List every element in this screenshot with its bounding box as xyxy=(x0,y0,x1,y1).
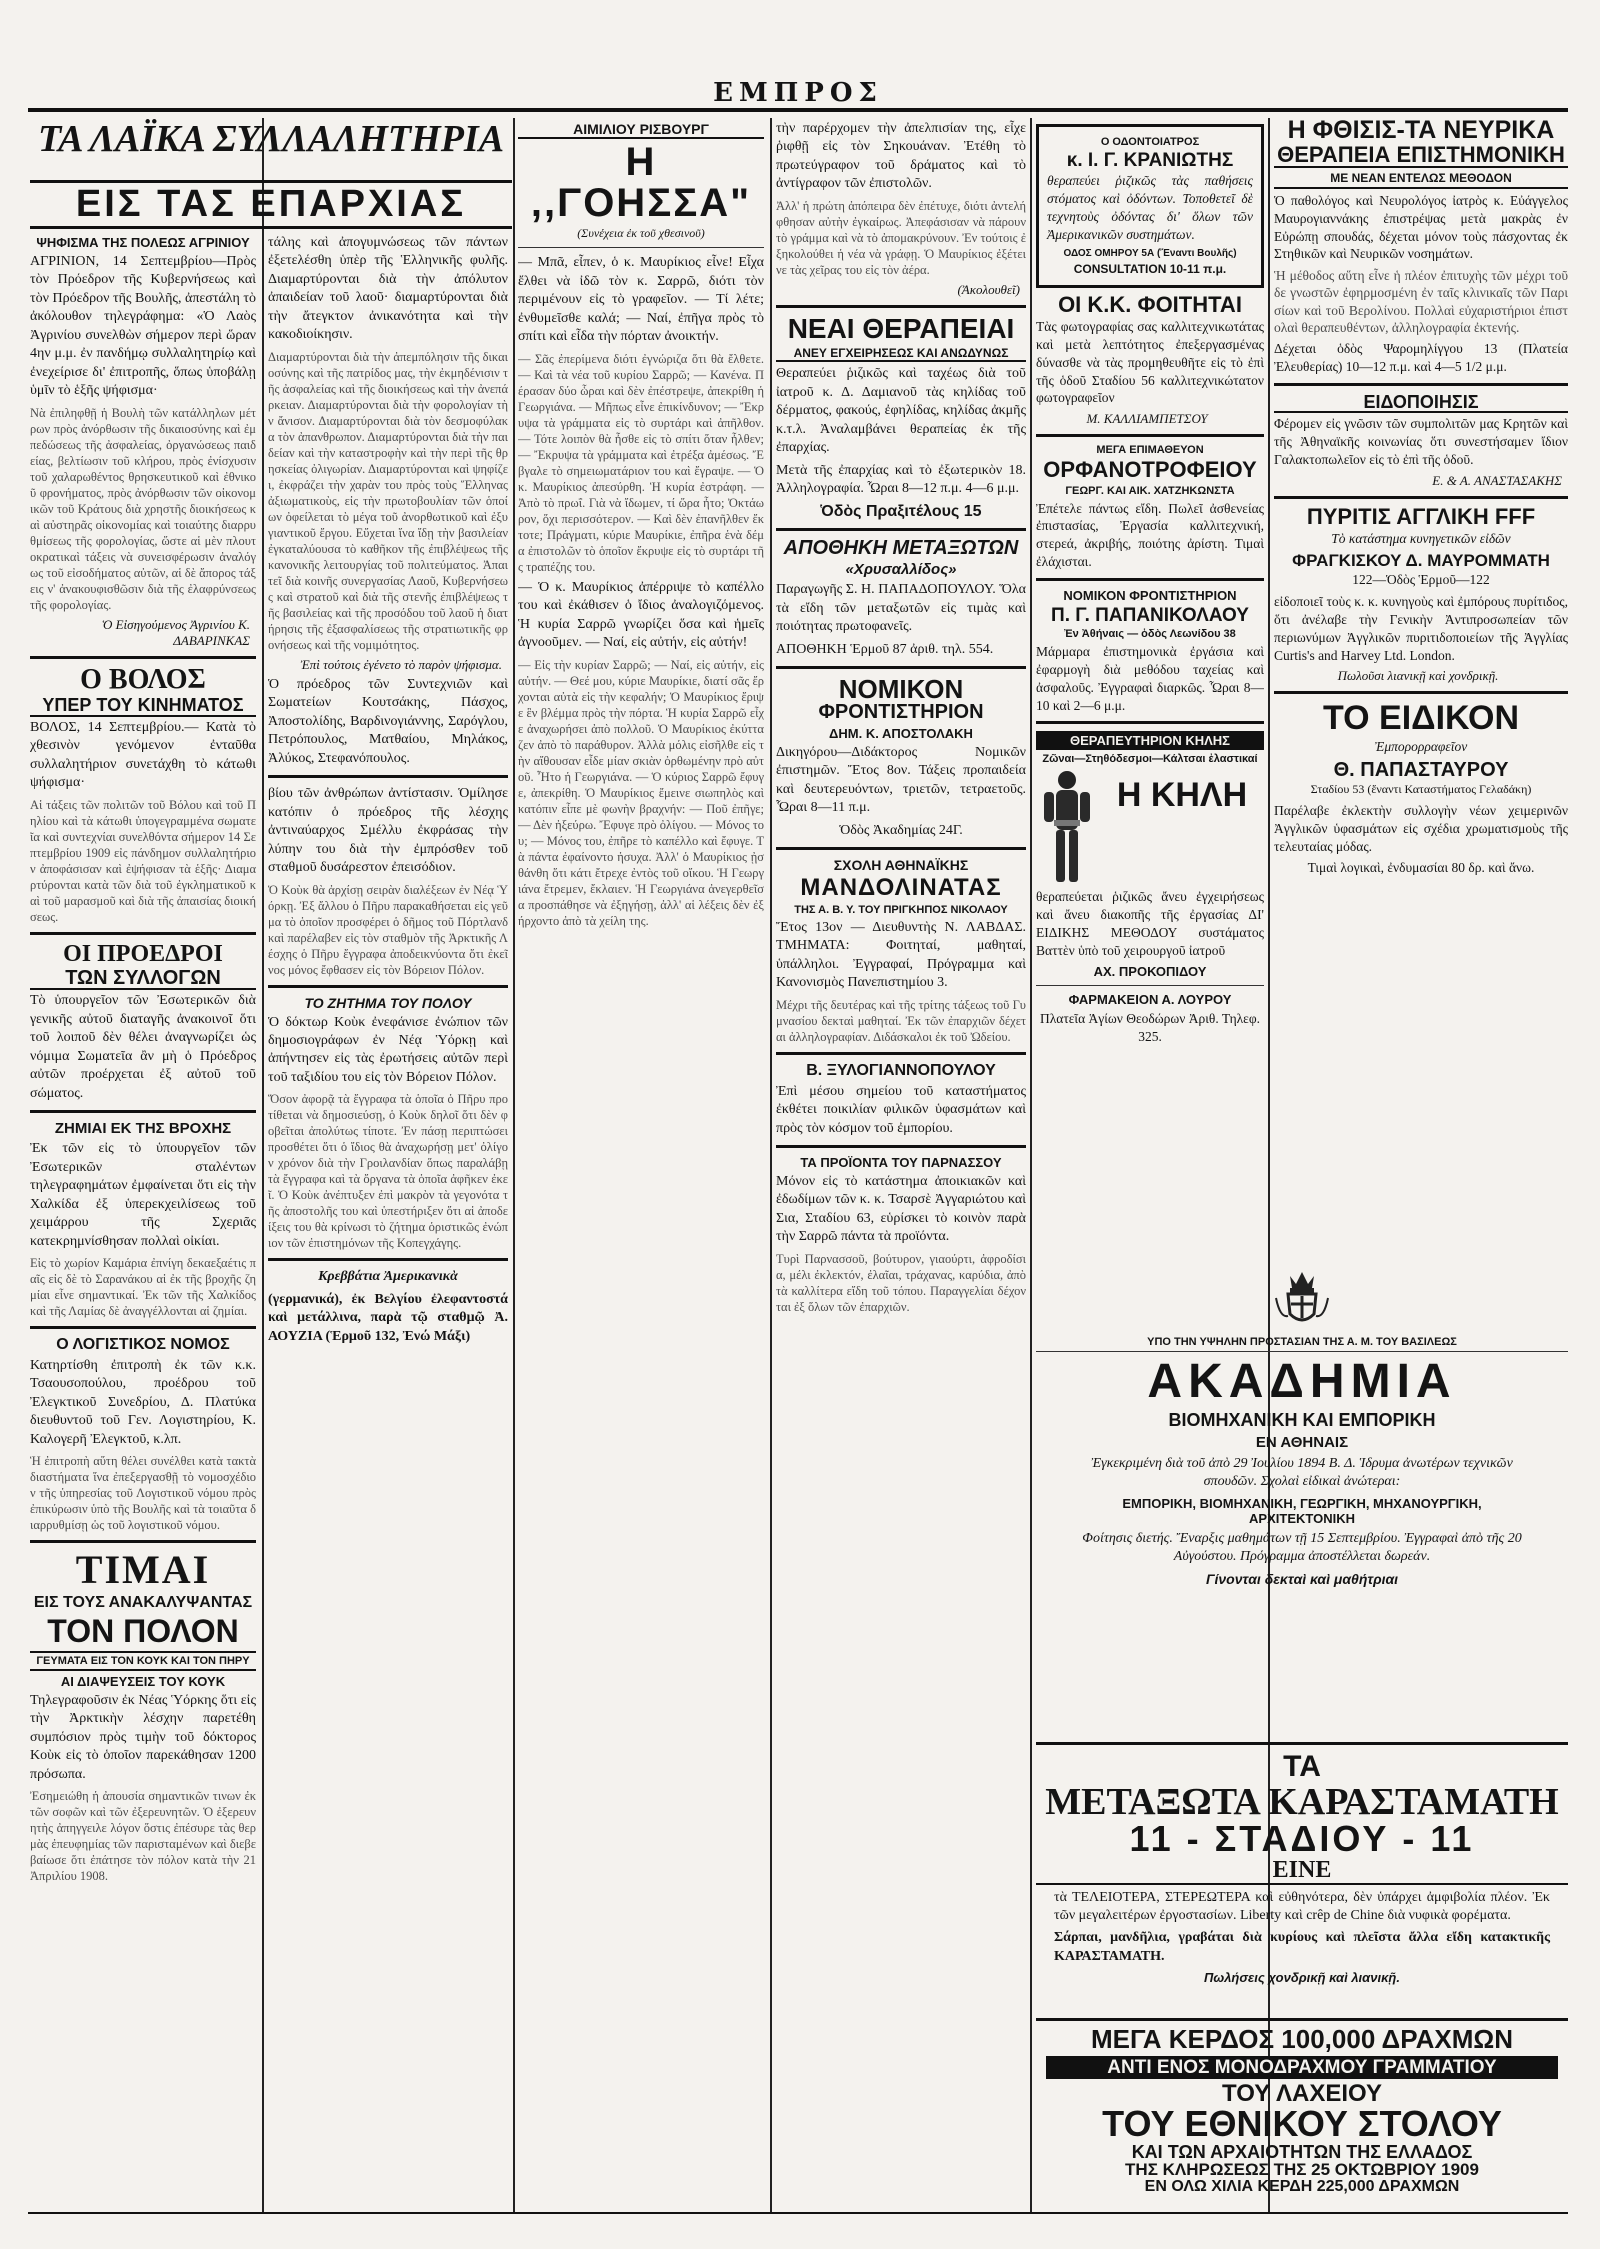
ad-title: ΠΥΡΙΤΙΣ ΑΓΓΛΙΚΗ FFF xyxy=(1306,503,1536,529)
ad-title: ΟΙ Κ.Κ. ΦΟΙΤΗΤΑΙ xyxy=(1058,291,1242,317)
section-rule xyxy=(1036,985,1264,986)
ad-address: Δέχεται ὁδὸς Ψαρομηλίγγου 13 (Πλατεία Ἐλευθερίας) 10—12 π.μ. καὶ 4—5 1/2 μ.μ. xyxy=(1274,341,1568,375)
ad-body: (γερμανικά), ἐκ Βελγίου ἐλεφαντοστά καὶ μετάλλινα, παρὰ τῷ σταθμῷ Ἀ. ΑΟΥΖΙΑ (Ἑρμοῦ 132, Ἐνώ Μάξι) xyxy=(268,1291,508,1344)
ad-title: ΤΟ ΕΙΔΙΚΟΝ xyxy=(1322,699,1520,738)
ad-title: Κρεββάτια Ἀμερικανικὰ xyxy=(318,1269,458,1285)
article-subtitle-3: ΑΙ ΔΙΑΨΕΥΣΕΙΣ ΤΟΥ ΚΟΥΚ xyxy=(60,1673,226,1689)
ad-title-2: ΦΡΑΓΚΙΣΚΟΥ Δ. ΜΑΥΡΟΜΜΑΤΗ xyxy=(1292,550,1550,570)
man-figure-icon xyxy=(1036,768,1098,886)
ad-body: Δικηγόρου—Διδάκτορος Νομικῶν ἐπιστημῶν. Ἔτος 8ον. Τάξεις προπαιδεία καὶ δευτερευόντων, τριετῶν, τετραετοῦς. Ὧραι 8—11 π.μ. xyxy=(776,744,1026,816)
ad-title-4: ΚΑΙ ΤΩΝ ΑΡΧΑΙΟΤΗΤΩΝ ΤΗΣ ΕΛΛΑΔΟΣ xyxy=(1131,2142,1473,2163)
ad-body: Μάρμαρα ἐπιστημονικὰ ἐργάσια καὶ ἐφαρμογὴ διὰ μεθόδου ταχείας καὶ ἀσφαλοῦς. Ἐγγραφαὶ διαρκῶς. Ὧραι 8—10 καὶ 2—6 μ.μ. xyxy=(1036,644,1264,713)
ad-title-3: ΔΗΜ. Κ. ΑΠΟΣΤΟΛΑΚΗ xyxy=(829,725,973,741)
section-rule xyxy=(776,847,1026,850)
ad-subtitle-2: ΓΕΩΡΓ. ΚΑΙ ΑΙΚ. ΧΑΤΖΗΚΩΝΣΤΑ xyxy=(1065,484,1235,497)
ad-title: ΤΑ ΠΡΟΪΟΝΤΑ ΤΟΥ ΠΑΡΝΑΣΣΟΥ xyxy=(800,1154,1002,1170)
text-filler: Ὅσον ἀφορᾷ τὰ ἔγγραφα τὰ ὁποῖα ὁ Πῆρυ προτίθεται νὰ δημοσιεύσῃ, ὁ Κοὺκ δηλοῖ ὅτι δὲν φοβεῖται ἀπολύτως τίποτε. Ἐν πάσῃ περιπτώσει προσθέτει ὅτι ὁ ἴδιος θὰ ἀναχωρήσῃ μετ' ὀλίγον χρόνον διὰ τὴν Γροιλανδίαν ὅπως παραλάβῃ τὰ ἔγγραφα καὶ τὰ ὄργανα τὰ ὁποῖα ἀφῆκεν ἐκεῖ. Ὁ Κοὺκ ἀνέπτυξεν ἐπὶ μακρὸν τὰ γεγονότα τῆς ἀποστολῆς του καὶ ὑπεστήριξεν ὅτι αἱ ἀποδείξεις του θὰ κρίνωσι τὸ ζήτημα ὁριστικῶς ἐνώπιον τῶν ἐπιστημόνων τῆς Κοπεγχάγης. xyxy=(268,1092,508,1251)
section-rule xyxy=(1036,578,1264,581)
ad-title: Η ΦΘΙΣΙΣ-ΤΑ ΝΕΥΡΙΚΑ xyxy=(1287,118,1555,144)
ad-body: τὰ ΤΕΛΕΙΟΤΕΡΑ, ΣΤΕΡΕΩΤΕΡΑ καὶ εὐθηνότερα, δὲν ὑπάρχει ἀμφιβολία πλέον. Ἐκ τῶν μεγαλειτέρων ἐργοστασίων. Liberty καὶ crêp de Chine διὰ νυφικὰ φορέματα. xyxy=(1054,1889,1550,1923)
ad-title-3: ΤΟΥ ΕΘΝΙΚΟΥ ΣΤΟΛΟΥ xyxy=(1102,2103,1502,2145)
text-filler: Ἡ ἐπιτροπὴ αὕτη θέλει συνέλθει κατὰ τακτὰ διαστήματα ἵνα ἐπεξεργασθῇ τὸ νομοσχέδιον τῆς ὑπηρεσίας τοῦ Λογιστικοῦ νόμου πρὸς ἐπικύρωσιν ὑπὸ τῆς Βουλῆς καὶ τὰ τοιαῦτα διαρρυθμίσῃ ὡς τοῦ λογιστικοῦ νόμου. xyxy=(30,1454,256,1533)
section-rule xyxy=(518,247,764,248)
article-subtitle: ΤΩΝ ΣΥΛΛΟΓΩΝ xyxy=(30,968,256,990)
ad-title-2: ΘΕΡΑΠΕΙΑ ΕΠΙΣΤΗΜΟΝΙΚΗ xyxy=(1274,144,1568,168)
silks-ad xyxy=(1036,1752,1568,2012)
lottery-ad xyxy=(1036,2026,1568,2214)
ad-title-2: ΜΕΤΑΞΩΤΑ ΚΑΡΑΣΤΑΜΑΤΗ xyxy=(1045,1780,1559,1823)
section-rule xyxy=(1036,1742,1568,1745)
section-rule xyxy=(1274,496,1568,499)
section-rule xyxy=(30,1540,256,1543)
feuilleton-author: ΑΙΜΙΛΙΟΥ ΡΙΣΒΟΥΡΓ xyxy=(518,121,764,139)
ad-hours: CONSULTATION 10-11 π.μ. xyxy=(1073,261,1227,276)
ad-body: Μόνον εἰς τὸ κατάστημα ἀποικιακῶν καὶ ἐδωδίμων τῶν κ. κ. Τσαρσὲ Ἀγγαριώτου καὶ Σια, Σταδίου 63, εὑρίσκει τὸ κοινὸν παρὰ τὴν Σαρρῶ πάντα τὰ προϊόντα. xyxy=(776,1173,1026,1245)
text-filler: Ὁ Κοὺκ θὰ ἀρχίσῃ σειρὰν διαλέξεων ἐν Νέᾳ Ὑόρκῃ. Ἐξ ἄλλου ὁ Πῆρυ παρακαθήσεται εἰς γεῦμα τὸ ὁποῖον προσφέρει ὁ δῆμος τοῦ Πόρτλανδ καὶ παρέλαβεν εἰς τὸν σταθμὸν τῆς Ἀρκτικῆς Λέσχης ὁ Πῆρυ ἔγγραφα ἀποδεικνύοντα ὅτι ἐκεῖνος μόνος ἔφθασεν εἰς τὸν Βόρειον Πόλον. xyxy=(268,882,508,977)
feuilleton-continued: (Ἀκολουθεῖ) xyxy=(957,281,1020,297)
text-filler: Αἱ τάξεις τῶν πολιτῶν τοῦ Βόλου καὶ τοῦ Πηλίου καὶ τὰ κάτωθι ὑπογεγραμμένα σωματεῖα καὶ συντεχνίαι συνελθόντα σήμερον 14 Σεπτεμβρίου 1909 εἰς πάνδημον συλλαλητήριον ἀποφάσισαν καὶ ἐψήφισαν τὰ ἑξῆς· Διαμαρτύρονται κατὰ τῶν διὰ τοῦ ἐγκληματικοῦ καὶ τοῦ μαρασμοῦ καὶ διὰ τῆς ἀπαισίας διοικήσεως. xyxy=(30,797,256,924)
article-body: ΒΟΛΟΣ, 14 Σεπτεμβρίου.— Κατὰ τὸ χθεσινὸν γενόμενον ἐνταῦθα συλλαλητήριον συνετάχθη τὸ κάτωθι ψήφισμα· xyxy=(30,719,256,791)
column-2 xyxy=(268,232,508,2212)
feuilleton-body: — Ὁ κ. Μαυρίκιος ἀπέρριψε τὸ καπέλλο του καὶ ἐκάθισεν ὁ ἴδιος ἀναλογιζόμενος. Ἡ κυρία Σαρρῶ γνωρίζει ὅσα καὶ ἡμεῖς ἀγνοοῦμεν. — Ναί, εἰς αὐτήν, εἰς αὐτήν! xyxy=(518,579,764,651)
ad-title: ΤΑ xyxy=(1283,1752,1321,1783)
article-body: Τηλεγραφοῦσιν ἐκ Νέας Ὑόρκης ὅτι εἰς τὴν Ἀρκτικὴν λέσχην παρετέθη συμπόσιον πρὸς τιμὴν τοῦ δόκτορος Κοὺκ εἰς τὸ ὁποῖον παρεκάθησαν 1200 πρόσωπα. xyxy=(30,1692,256,1782)
headline-rallies xyxy=(30,118,512,188)
ad-address: 122—Ὁδὸς Ἑρμοῦ—122 xyxy=(1352,572,1490,588)
section-rule xyxy=(1036,2018,1568,2021)
ad-title: ΝΕΑΙ ΘΕΡΑΠΕΙΑΙ xyxy=(787,312,1015,344)
column-5 xyxy=(1036,118,1264,1258)
ad-body: θεραπεύεται ῥιζικῶς ἄνευ ἐγχειρήσεως καὶ ἄνευ διακοπῆς τῆς ἐργασίας ΔΙ' ΕΙΔΙΚΗΣ ΜΕΘΟΔΟΥ συστάματος Βαττὲν ὑπὸ τοῦ χειρουργοῦ ἰατροῦ xyxy=(1036,889,1264,958)
ad-signature: Πωλήσεις χονδρικῇ καὶ λιανικῇ. xyxy=(1204,1970,1400,1986)
article-body: τάλης καὶ ἀπογυμνώσεως τῶν πάντων ἐξετελέσθη ὑπὲρ τῆς Ἑλληνικῆς φυλῆς. Διαμαρτύρονται διὰ τὴν ἀπόλυτον ἀπαιδείαν τοῦ λαοῦ· διαμαρτύρονται διὰ τὴν ἄτεγκτον ἀνικανότητα καὶ τὴν κακοδιοίκησιν. xyxy=(268,235,508,343)
text-filler: Ἡ μέθοδος αὕτη εἶνε ἡ πλέον ἐπιτυχὴς τῶν μέχρι τοῦδε γνωστῶν ἐφηρμοσμένη ἐν ταῖς κλινικαῖς τῶν Παρισίων καὶ τοῦ Βερολίνου. Πολλαὶ εὐχαριστήριοι ἐπιστολαὶ θεραπευθέντων, ἀλληλογραφία ἐκτενής. xyxy=(1274,268,1568,335)
feuilleton-title: Η ,,ΓΟΗΣΣΑ" xyxy=(530,140,752,225)
academy-ad xyxy=(1036,1262,1568,1732)
article-subtitle: ΕΙΣ ΤΟΥΣ ΑΝΑΚΑΛΥΨΑΝΤΑΣ xyxy=(33,1594,253,1612)
ad-title: ΑΚΑΔΗΜΙΑ xyxy=(1147,1355,1457,1408)
article-title: ΖΗΜΙΑΙ ΕΚ ΤΗΣ ΒΡΟΧΗΣ xyxy=(54,1120,232,1138)
headline-title-2: ΕΙΣ ΤΑΣ ΕΠΑΡΧΙΑΣ xyxy=(30,180,512,229)
ad-body: Παρέλαβε ἐκλεκτὴν συλλογὴν νέων χειμερινῶν Ἀγγλικῶν ὑφασμάτων εἰς σχέδια χρωματισμοὺς τῆς τελευταίας μόδας. xyxy=(1274,803,1568,854)
article-title: Ο ΛΟΓΙΣΤΙΚΟΣ ΝΟΜΟΣ xyxy=(56,1336,230,1354)
article-signature: Ὁ Εἰσηγούμενος Ἀγρινίου Κ. ΔΑΒΑΡΙΝΚΑΣ xyxy=(101,616,250,648)
article-title: ΤΟ ΖΗΤΗΜΑ ΤΟΥ ΠΟΛΟΥ xyxy=(304,994,472,1011)
ad-subtitle: Ἐμπορορραφεῖον xyxy=(1374,738,1468,754)
ad-body: Ὁ παθολόγος καὶ Νευρολόγος ἰατρὸς κ. Εὐάγγελος Μαυρογιαννάκης ἐπιστρέψας μετὰ μακρὰς ἐν Εὐρώπῃ σπουδάς, δέχεται μόνον τοὺς πάσχοντας ἐκ Στηθικῶν καὶ Νευρικῶν νοσημάτων. xyxy=(1274,192,1568,262)
column-separator xyxy=(1030,118,1032,2213)
section-rule xyxy=(1274,383,1568,386)
ad-title-2: ΜΑΝΔΟΛΙΝΑΤΑΣ xyxy=(800,874,1002,902)
section-rule xyxy=(30,932,256,935)
ad-title-4: ΕΙΝΕ xyxy=(1036,1858,1568,1884)
ad-subtitle: ΑΝΕΥ ΕΓΧΕΙΡΗΣΕΩΣ ΚΑΙ ΑΝΩΔΥΝΩΣ xyxy=(776,346,1026,362)
ad-signature: Πωλοῦσι λιανικῇ καὶ χονδρικῇ. xyxy=(1337,668,1499,684)
feuilleton-body: τὴν παρέρχομεν τὴν ἀπελπισίαν της, εἶχε ῥιφθῇ εἰς τὸν Σηκουάναν. Ἐτέθη τὸ πρωτεύγραφον τοῦ δράματος καὶ τὸ ἀντίγραφον τῶν ἐπιστολῶν. xyxy=(776,121,1026,192)
ad-title-2: ΦΡΟΝΤΙΣΤΗΡΙΟΝ xyxy=(818,701,984,724)
column-separator xyxy=(262,118,264,2213)
ad-title: ΕΙΔΟΠΟΙΗΣΙΣ xyxy=(1274,393,1568,413)
section-rule xyxy=(1274,691,1568,694)
article-body: ΑΓΡΙΝΙΟΝ, 14 Σεπτεμβρίου—Πρὸς τὸν Πρόεδρον τῆς Κυβερνήσεως καὶ τὸν Πρόεδρον τῆς Βουλῆς, ἀπεστάλη τὸ ἀκόλουθον τηλεγράφημα: «Ὁ Λαὸς Ἀγρινίου συνελθὼν σήμερον περὶ ὥραν 4ην μ.μ. ἐν πανδήμῳ συλλαλητηρίῳ καὶ ἐνεχείρισε δι' ἐπιτροπῆς, ὅπως ὑποβάλῃ ὑμῖν τὸ ἑξῆς ψήφισμα· xyxy=(30,254,256,399)
text-filler: Ἀλλ' ἡ πρώτη ἀπόπειρα δὲν ἐπέτυχε, διότι ἀντελήφθησαν αὐτὴν ἐγκαίρως. Ἀπεφάσισαν νὰ πάρουν τὸ γράμμα καὶ νὰ τὸ ἀπομακρύνουν. Ἐν τούτοις ἐξηκολούθει ἡ νέα νὰ γράφῃ. Ὁ Μαυρίκιος ἐξέτεινε τὰς χεῖρας του εἰς τὸν ἀέρα. xyxy=(776,198,1026,277)
ad-title: ΟΡΦΑΝΟΤΡΟΦΕΙΟΥ xyxy=(1043,457,1257,483)
text-filler: — Σᾶς ἐπερίμενα διότι ἐγνώριζα ὅτι θὰ ἔλθετε. — Καὶ τὰ νέα τοῦ κυρίου Σαρρῶ; — Κανένα. Πέρασαν δύο ὧραι καὶ δὲν ἐπέστρεψε, ἀπεκρίθη ἡ Γεωργιάνα. — Μῆπως εἶνε ἐπικίνδυνον; — Ἔκρυψα τὰ γράμματα εἰς τὸ συρτάρι καὶ ἀπῆλθον. — Τότε λοιπὸν θὰ ἦσθε εἰς τὸ σπίτι ὅταν ἦλθεν; — Ἔκρυψα τὰ γράμματα καὶ ἐτρέξα ἀμέσως. Ἔβγαλε τὸ σημειωματάριον του καὶ ἔγραψε. — Ὁ κ. Μαυρίκιος ἀπεσύρθη. Ἡ κυρία ἐστράφη. — Ἀπὸ τὸ πρωΐ. Γιὰ νὰ ἴδωμεν, τί ὥρα ἦτο; Ὀκτάωρον, ὅχι περισσότερον. — Καὶ δὲν ἐπανῆλθεν ἔκτοτε; Πράγματι, κύριε Μαυρίκιε, ἐπῆρα ἑνὰ δέμα ἐπιστολῶν τὸ ὁποῖον ἔκρυψε εἰς τὸ συρτάρι τῆς τραπέζης του. xyxy=(518,351,764,574)
section-rule xyxy=(268,985,508,988)
ad-body: Θεραπεύει ῥιζικῶς καὶ ταχέως διὰ τοῦ ἰατροῦ κ. Δ. Δαμιανοῦ τὰς κηλίδας τοῦ δέρματος, φακούς, ἐφηλίδας, κηλίδας ἀκμῆς κ.τ.λ. Ἀναλαμβάνει θεραπείας ἐκ τῆς ἐπαρχίας. xyxy=(776,366,1026,456)
ad-title-2: Π. Γ. ΠΑΠΑΝΙΚΟΛΑΟΥ xyxy=(1051,604,1249,626)
ad-address: Σταδίου 53 (ἔναντι Καταστήματος Γελαδάκη) xyxy=(1310,782,1532,797)
headline-title: ΤΑ ΛΑΪΚΑ ΣΥΛΛΑΛΗΤΗΡΙΑ xyxy=(37,118,505,160)
section-rule xyxy=(776,1052,1026,1055)
ad-title: ΦΑΡΜΑΚΕΙΟΝ Α. ΛΟΥΡΟΥ xyxy=(1068,991,1232,1007)
ad-title-5: ΤΗΣ ΚΛΗΡΩΣΕΩΣ ΤΗΣ 25 ΟΚΤΩΒΡΙΟΥ 1909 xyxy=(1125,2160,1479,2180)
column-4 xyxy=(776,118,1026,2213)
ad-body: εἰδοποιεῖ τοὺς κ. κ. κυνηγοὺς καὶ ἐμπόρους πυρίτιδος, ὅτι ἀνέλαβε τὴν Γενικὴν Ἀντιπροσωπείαν τῶν περιωνύμων Ἀγγλικῶν πυριτιδοποιείων τῆς Ἀγγλίας Curtis's and Harvey Ltd. London. xyxy=(1274,594,1568,663)
ad-schools: ΕΜΠΟΡΙΚΗ, ΒΙΟΜΗΧΑΝΙΚΗ, ΓΕΩΡΓΙΚΗ, ΜΗΧΑΝΟΥΡΓΙΚΗ, ΑΡΧΙΤΕΚΤΟΝΙΚΗ xyxy=(1122,1495,1482,1526)
ad-title: ΜΕΓΑ ΚΕΡΔΟΣ 100,000 ΔΡΑΧΜΩΝ xyxy=(1090,2026,1514,2054)
ad-body: Πλατεῖα Ἁγίων Θεοδώρων Ἀριθ. Τηλεφ. 325. xyxy=(1039,1010,1261,1044)
ad-subtitle: ΥΠΟ ΤΗΝ ΥΨΗΛΗΝ ΠΡΟΣΤΑΣΙΑΝ ΤΗΣ Α. Μ. ΤΟΥ ΒΑΣΙΛΕΩΣ xyxy=(1036,1336,1568,1352)
ad-title-2: «Χρυσαλλίδος» xyxy=(845,561,957,579)
feuilleton-body: — Μπᾶ, εἶπεν, ὁ κ. Μαυρίκιος εἶνε! Εἶχα ἔλθει νὰ ἰδῶ τὸν κ. Σαρρῶ, διότι τὸν περιμένουν εἰς τὸ γραφεῖον. — Τί λέτε; ἐνθυμεῖσθε καλά; — Ναί, ἐπῆγα πρὸς τὸ σπίτι καὶ εἶδα τὴν πόρταν ἀνοικτήν. xyxy=(518,255,764,345)
hernia-ad-illustration-row xyxy=(1036,768,1264,886)
text-filler: Ἐσημειώθη ἡ ἀπουσία σημαντικῶν τινων ἐκ τῶν σοφῶν καὶ τῶν ἐξερευνητῶν. Ὁ ἐξερευνητὴς ἀπηγγειλε λόγον ὅστις ἐπέσυρε τὰς θερμὰς ἐπευφημίας τῶν παρισταμένων καὶ διεβεβαίωσε ὅτι ἐπάτησε τὸν πόλον κατὰ τὴν 21 Ἀπριλίου 1908. xyxy=(30,1789,256,1884)
article-title: ΤΙΜΑΙ xyxy=(75,1547,211,1593)
ad-title: ΝΟΜΙΚΟΝ ΦΡΟΝΤΙΣΤΗΡΙΟΝ xyxy=(1063,587,1237,603)
section-rule xyxy=(1036,721,1264,724)
ad-body: Παραγωγῆς Σ. Η. ΠΑΠΑΔΟΠΟΥΛΟΥ. Ὅλα τὰ εἴδη τῶν μεταξωτῶν εἰς τιμὰς καὶ ποιότητας πρωτοφανεῖς. xyxy=(776,582,1026,635)
ad-title: ΣΧΟΛΗ ΑΘΗΝΑΪΚΗΣ xyxy=(833,857,969,874)
ad-title-6: ΕΝ ΟΛΩ ΧΙΛΙΑ ΚΕΡΔΗ 225,000 ΔΡΑΧΜΩΝ xyxy=(1144,2177,1460,2195)
ad-title-2: κ. Ι. Γ. ΚΡΑΝΙΩΤΗΣ xyxy=(1066,150,1234,171)
ad-hours: Μετὰ τῆς ἐπαρχίας καὶ τὸ ἐξωτερικὸν 18. Ἀλληλογραφία. Ὧραι 8—12 π.μ. 4—6 μ.μ. xyxy=(776,462,1026,497)
article-body: Ἐκ τῶν εἰς τὸ ὑπουργεῖον τῶν Ἐσωτερικῶν σταλέντων τηλεγραφημάτων ἐμφαίνεται ὅτι εἰς τὴν Χαλκίδα ἐξ ὑπερεκχειλίσεως τοῦ χειμάρρου τῆς Σχεριᾶς κατεκρημνίσθησαν πολλαὶ οἰκίαι. xyxy=(30,1141,256,1249)
section-rule xyxy=(776,1145,1026,1148)
ad-body: Τὰς φωτογραφίας σας καλλιτεχνικωτάτας καὶ μετὰ λεπτότητος ἐπεξεργασμένας δύνασθε νὰ τὰς προμηθευθῆτε εἰς τὸ ἐπὶ τῆς ὁδοῦ Σταδίου 56 καλλιτεχνικώτατον φωτογραφεῖον xyxy=(1036,319,1264,406)
article-title: ΟΙ ΠΡΟΕΔΡΟΙ xyxy=(63,940,223,967)
ad-subtitle: ΜΕΓΑ ΕΠΙΜΑΘΕΥΟΝ xyxy=(1096,444,1204,457)
ad-title: Β. ΞΥΛΟΓΙΑΝΝΟΠΟΥΛΟΥ xyxy=(806,1061,996,1079)
column-separator xyxy=(770,118,772,2213)
ad-subtitle: ΜΕ ΝΕΑΝ ΕΝΤΕΛΩΣ ΜΕΘΟΔΟΝ xyxy=(1274,171,1568,189)
ad-title-2: Η ΚΗΛΗ xyxy=(1116,776,1248,815)
ad-subtitle: ΑΝΤΙ ΕΝΟΣ ΜΟΝΟΔΡΑΧΜΟΥ ΓΡΑΜΜΑΤΙΟΥ xyxy=(1046,2056,1558,2079)
column-6 xyxy=(1274,118,1568,1258)
column-3 xyxy=(518,118,764,2213)
ad-title-2: ΒΙΟΜΗΧΑΝΙΚΗ ΚΑΙ ΕΜΠΟΡΙΚΗ xyxy=(1168,1409,1436,1430)
ad-address: ΟΔΟΣ ΟΜΗΡΟΥ 5Α (Ἔναντι Βουλῆς) xyxy=(1063,247,1237,259)
text-filler: Εἰς τὸ χωρίον Καμάρια ἐπνίγη δεκαεξαέτις παῖς εἰς δὲ τὸ Σαρανάκου αἱ ἐκ τῆς βροχῆς ζημίαι εἶνε σημαντικαί. Ἐκ τῶν τῆς Χαλκίδος καὶ τῆς Λαμίας δὲ ἀναγγέλλονται αἱ ζημίαι. xyxy=(30,1256,256,1319)
column-1 xyxy=(30,232,256,2212)
text-filler: — Εἰς τὴν κυρίαν Σαρρῶ; — Ναί, εἰς αὐτήν, εἰς αὐτήν. — Θεέ μου, κύριε Μαυρίκιε, διατί σᾶς ἔρχονται αὐτὰ εἰς τὴν κεφαλήν; Ὁ Μαυρίκιος ἔριψε ἓν βλέμμα πρὸς τὴν πόρτα. Ἡ κυρία Σαρρῶ εἶχε ἀναχωρήσει ἀπὸ πολλοῦ. Ὁ Μαυρίκιος ἐκύτταζεν ἀπὸ τὸ παράθυρον. Ἀλλὰ μόλις εἰσῆλθε εἰς τὴν αἴθουσαν εἶδε μίαν σκιὰν ὀρθωμένην πρὸ αὐτοῦ. Ἦτο ἡ Γεωργιάνα. — Ὁ κύριος Σαρρῶ ἔφυγε, ἀπεκρίθη. Ὁ Μαυρίκιος ἔμεινε σιωπηλὸς καὶ κατόπιν εἶπε μὲ φωνὴν βραχνήν: — Ποῦ ἐπῆγε; — Δὲν ἠξεύρω. Ἔφυγε πρὸ ὀλίγου. — Μόνος του; — Μόνος του, ἐπῆρε τὸ καπέλλο καὶ ἔφυγε. Τὰ πάντα ἐφαίνοντο ἡσυχα. Ἀλλ' ὁ Μαυρίκιος ᾐσθάνθη ὅτι κάτι ἔτρεχε ἐντὸς τοῦ οἴκου. Ἡ Γεωργιάνα ἔτρεμεν, ἔκλαιεν. Ἡ Γεωργιάνα ἀνεγερθεῖσα προσπάθησε νὰ ἐξηγήσῃ, ἀλλ' αἱ λέξεις δὲν ἐξήρχοντο ἀπὸ τὰ χείλη της. xyxy=(518,657,764,928)
ad-subtitle: ΤΗΣ Α. Β. Υ. ΤΟΥ ΠΡΙΓΚΗΠΟΣ ΝΙΚΟΛΑΟΥ xyxy=(794,903,1008,916)
article-body: Κατηρτίσθη ἐπιτροπὴ ἐκ τῶν κ.κ. Τσαουσοπούλου, προέδρου τοῦ Ἐλεγκτικοῦ Συνεδρίου, Δ. Πλατύκα διευθυντοῦ τοῦ Γεν. Λογιστηρίου, Κ. Καλογερῆ Ἐλεγκτοῦ, κ.λπ. xyxy=(30,1358,256,1447)
ad-subtitle: Ζῶναι—Στηθόδεσμοι—Κάλτσαι ἐλαστικαί xyxy=(1042,753,1258,766)
article-subtitle: ΥΠΕΡ ΤΟΥ ΚΙΝΗΜΑΤΟΣ xyxy=(30,696,256,716)
ad-body: Ἔτος 13ον — Διευθυντὴς Ν. ΛΑΒΔΑΣ. ΤΜΗΜΑΤΑ: Φοιτηταί, μαθηταί, ὑπάλληλοι. Ἐγγραφαί, Πρόγραμμα καὶ Κανονισμὸς Πανεπιστημίου 3. xyxy=(776,919,1026,991)
ad-address: Ὁδὸς Πραξιτέλους 15 xyxy=(820,502,982,520)
article-body: βίου τῶν ἀνθρώπων ἀντίστασιν. Ὁμίλησε κατόπιν ὁ πρόεδρος τῆς λέσχης ἀντιναύαρχος Σμέλλυ ἐκφράσας τὴν λύπην του διὰ τὴν ἐμπρόσθεν τοῦ σταθμοῦ δυσάρεστον ἐπεισόδιον. xyxy=(268,786,508,876)
text-filler: Μέχρι τῆς δευτέρας καὶ τῆς τρίτης τάξεως τοῦ Γυμνασίου δεκταὶ μαθηταί. Ἐκ τῶν ἐπαρχιῶν δέχεται ἀλληλογραφίαν. Διδάσκαλοι ἐκ τοῦ Ὠδείου. xyxy=(776,997,1026,1044)
section-rule xyxy=(776,528,1026,531)
masthead xyxy=(28,78,1568,108)
masthead-title: ΕΜΠΡΟΣ xyxy=(713,78,883,108)
ad-body: Φοίτησις διετής. Ἔναρξις μαθημάτων τῇ 15 Σεπτεμβρίου. Ἐγγραφαὶ ἀπὸ τῆς 20 Αὐγούστου. Πρόγραμμα ἀποστέλλεται δωρεάν. xyxy=(1082,1530,1522,1565)
text-filler: Διαμαρτύρονται διὰ τὴν ἀπεμπόλησιν τῆς δικαιοσύνης καὶ τῆς πατρίδος μας, τὴν ἐκμηδένισιν τῆς ἀσφαλείας καὶ τῆς διοικήσεως καὶ τὴν ἀνεπάρκειαν. Διαμαρτύρονται διὰ τὴν φορολογίαν τὴν ἄνισον. Διαμαρτύρονται διὰ τὸν δεσμοφύλακα τὸν ἀπανθρωπον. Διαμαρτύρονται διὰ τὴν παιδείαν καὶ τὴν καταστροφὴν καὶ τὴν περὶ τῆς θρησκείας ὀλιγωρίαν. Διαμαρτύρονται καὶ ψηφίζει, ἐκφράζει τὴν χαρὰν του πρὸς τοὺς Ἕλληνας ἀξιωματικοὺς, εἰς τὴν πρωτοβουλίαν τῶν ὁποίων ὀφείλεται τὸ μέγα τοῦ ἀνορθωτικοῦ καὶ ἐξυγιαντικοῦ ἔργου. Εὔχεται ἵνα ἴδῃ τὴν βασιλείαν ἐγκαταλύουσα τὸ καθῆκον τῆς ἐπιβλέψεως τῆς κανονικῆς λειτουργίας τοῦ πολιτεύματος. Ἀπαιτεῖ διὰ κοινῆς συνεργασίας Λαοῦ, Κυβερνήσεως καὶ στρατοῦ καὶ διὰ τῆς στενῆς ἐπιβλέψεως τῆς βασιλείας καὶ τῆς προσόδου τοῦ λαοῦ ἡ διατήρησις τῆς ἐξασφαλίσεως τῆς στρατιωτικῆς φρονήσεως καὶ τῆς νομιμότητος. xyxy=(268,349,508,652)
dentist-ad xyxy=(1036,124,1264,288)
ad-subtitle: Τὸ κατάστημα κυνηγετικῶν εἰδῶν xyxy=(1331,531,1511,547)
ad-body: Ἐγκεκριμένη διὰ τοῦ ἀπὸ 29 Ἰουλίου 1894 Β. Δ. Ἱδρυμα ἀνωτέρων τεχνικῶν σπουδῶν. Σχολαὶ εἰδικαὶ ἀνώτεραι: xyxy=(1091,1455,1513,1490)
section-rule xyxy=(1036,434,1264,437)
section-rule xyxy=(30,1110,256,1113)
ad-signature: ΑΧ. ΠΡΟΚΟΠΙΔΟΥ xyxy=(1093,963,1207,979)
headline-subtitle-box xyxy=(30,180,512,229)
ad-price: Τιμαὶ λογικαὶ, ἐνδυμασίαι 80 δρ. καὶ ἄνω. xyxy=(1307,860,1535,876)
article-title: Ο ΒΟΛΟΣ xyxy=(80,663,206,695)
ad-body: Ἐπὶ μέσου σημείου τοῦ καταστήματος ἐκθέτει ποικιλίαν φιλικῶν ὑφασμάτων καὶ πρὸς τὸν κόσμον τοῦ ἐμπορίου. xyxy=(776,1083,1026,1136)
ad-signature: Γίνονται δεκταὶ καὶ μαθήτριαι xyxy=(1205,1570,1399,1587)
ad-body: θεραπεύει ῥιζικῶς τὰς παθήσεις στόματος καὶ ὀδόντων. Τοποθετεῖ δὲ τεχνητοὺς ὀδόντας δι' ὅλων τῶν Ἀμερικανικῶν συστημάτων. xyxy=(1047,173,1253,242)
section-rule xyxy=(30,1326,256,1329)
ad-title: ΝΟΜΙΚΟΝ xyxy=(838,673,964,704)
article-body: Ὁ δόκτωρ Κοὺκ ἐνεφάνισε ἐνώπιον τῶν δημοσιογράφων ἐν Νέᾳ Ὑόρκῃ καὶ ἀπήντησεν εἰς τὰς ἐρωτήσεις αὐτῶν περὶ τοῦ ταξιδίου του εἰς τὸν Βόρειον Πόλον. xyxy=(268,1014,508,1085)
ad-title-3: 11 - ΣΤΑΔΙΟΥ - 11 xyxy=(1129,1818,1475,1860)
ad-signature: Μ. ΚΑΛΛΙΑΜΠΕΤΣΟΥ xyxy=(1086,411,1208,427)
article-title-2: ΤΟΝ ΠΟΛΟΝ xyxy=(47,1613,239,1650)
section-rule xyxy=(776,305,1026,308)
section-rule xyxy=(268,775,508,778)
ad-address: Ὁδὸς Ἀκαδημίας 24Γ. xyxy=(839,822,963,838)
ad-title-2: Θ. ΠΑΠΑΣΤΑΥΡΟΥ xyxy=(1333,758,1509,781)
ad-body-2: Σάρπαι, μανδῆλια, γραβάται διὰ κυρίους καὶ πλεῖστα ἄλλα εἴδη κατακτικῆς ΚΑΡΑΣΤΑΜΑΤΗ. xyxy=(1054,1930,1550,1964)
ad-title: ΘΕΡΑΠΕΥΤΗΡΙΟΝ ΚΗΛΗΣ xyxy=(1036,731,1264,750)
article-signature: Ἐπὶ τούτοις ἐγένετο τὸ παρὸν ψήφισμα. xyxy=(300,656,502,672)
section-rule xyxy=(268,1258,508,1261)
ad-title: Ο ΟΔΟΝΤΟΙΑΤΡΟΣ xyxy=(1100,136,1200,148)
ad-title-2: ΤΟΥ ΛΑΧΕΙΟΥ xyxy=(1221,2079,1383,2107)
column-separator xyxy=(513,118,515,2213)
ad-title-3: ΕΝ ΑΘΗΝΑΙΣ xyxy=(1255,1433,1349,1451)
ad-subtitle: Ἐν Ἀθήναις — ὁδὸς Λεωνίδου 38 xyxy=(1064,628,1236,641)
ad-address: ΑΠΟΘΗΚΗ Ἑρμοῦ 87 ἀριθ. τηλ. 554. xyxy=(776,641,994,657)
ad-signature: Ε. & Α. ΑΝΑΣΤΑΣΑΚΗΣ xyxy=(1432,472,1562,488)
text-filler: Τυρὶ Παρνασσοῦ, βούτυρον, γιαούρτι, ἀφροδίσια, μέλι ἐκλεκτόν, ἐλαῖαι, τράχανας, καρύδια, ἀπὸ τὰ καλλίτερα εἴδη τοῦ τόπου. Παραγγελίαι δέχονται ἐξ ὅλων τῶν ἐπαρχιῶν. xyxy=(776,1251,1026,1314)
masthead-rule xyxy=(28,108,1568,112)
ad-body: Ἐπέτελε πάντως εἴδη. Πωλεῖ ἀσθενείας ἐπιστασίας, Ἐργασία καλλιτεχνική, στερεά, ἀκριβής, ποιότης ἀρίστη. Τιμαὶ ἐλάχισται. xyxy=(1036,500,1264,569)
bottom-rule xyxy=(28,2212,1568,2214)
article-body: Ὁ πρόεδρος τῶν Συντεχνιῶν καὶ Σωματείων Κουτσάκης, Πάσχος, Ἀποστολίδης, Βαρδινογιάννης, Σαρόγλου, Πετρόπουλος, Ματθαίου, Μηλάκος, Ἀλύκος, Στεφανόπουλος. xyxy=(268,676,508,766)
article-subtitle-2: ΓΕΥΜΑΤΑ ΕΙΣ ΤΟΝ ΚΟΥΚ ΚΑΙ ΤΟΝ ΠΗΡΥ xyxy=(30,1651,256,1671)
royal-crest-icon xyxy=(1270,1268,1334,1330)
section-rule xyxy=(30,656,256,659)
text-filler: Νὰ ἐπιληφθῇ ἡ Βουλὴ τῶν κατάλληλων μέτρων πρὸς ἀνόρθωσιν τῆς δικαιοσύνης καὶ ἐμπεδώσεως τῆς ἀσφαλείας, ὀργανώσεως παιδείας, βελτίωσιν τοῦ κλήρου, πρὸς ἐνίσχυσιν τοῦ χαλαρωθέντος θρησκευτικοῦ καὶ ἐθνικοῦ φρονήματος, πρὸς ἀνόρθωσιν τῶν οἰκονομικῶν τοῦ Κράτους διὰ χρηστῆς διοικήσεως καὶ αὐστηρᾶς οἰκονομίας καὶ τοιαύτης διαρρυθμίσεως τῆς φορολογίας, ὥστε αἱ μὲν πλουτοκρατικαὶ τάξεις νὰ συνεισφέρωσιν ἀναλόγως τοῦ εἰσοδήματος αὐτῶν, αἱ δὲ ἄπορος τάξεις ν' ἀνακουφισθῶσιν διὰ τῆς ἐλαφρύνσεως τῆς φορολογίας. xyxy=(30,405,256,612)
ad-body: Φέρομεν εἰς γνῶσιν τῶν συμπολιτῶν μας Κρητῶν καὶ τῆς Ἀθηναϊκῆς κοινωνίας ὅτι συνεστήσαμεν ἴδιον Γαλακτοπωλεῖον εἰς τὸ ἐπὶ τῆς ὁδοῦ. xyxy=(1274,416,1568,467)
feuilleton-subtitle: (Συνέχεια ἐκ τοῦ χθεσινοῦ) xyxy=(577,225,705,240)
article-subtitle: ΨΗΦΙΣΜΑ ΤΗΣ ΠΟΛΕΩΣ ΑΓΡΙΝΙΟΥ xyxy=(36,235,250,250)
section-rule xyxy=(776,666,1026,669)
ad-title: ΑΠΟΘΗΚΗ ΜΕΤΑΞΩΤΩΝ xyxy=(783,536,1019,559)
article-body: Τὸ ὑπουργεῖον τῶν Ἐσωτερικῶν διὰ γενικῆς αὐτοῦ διαταγῆς ἀνακοινοῖ ὅτι τοῦ λοιποῦ δὲν θέλει ἀναγνωρίζει ὡς νόμιμα Σωματεῖα ἂν μὴ ὁ Πρόεδρος αὐτῶν προέρχεται ἐξ αὐτοῦ τοῦ σώματος. xyxy=(30,993,256,1101)
